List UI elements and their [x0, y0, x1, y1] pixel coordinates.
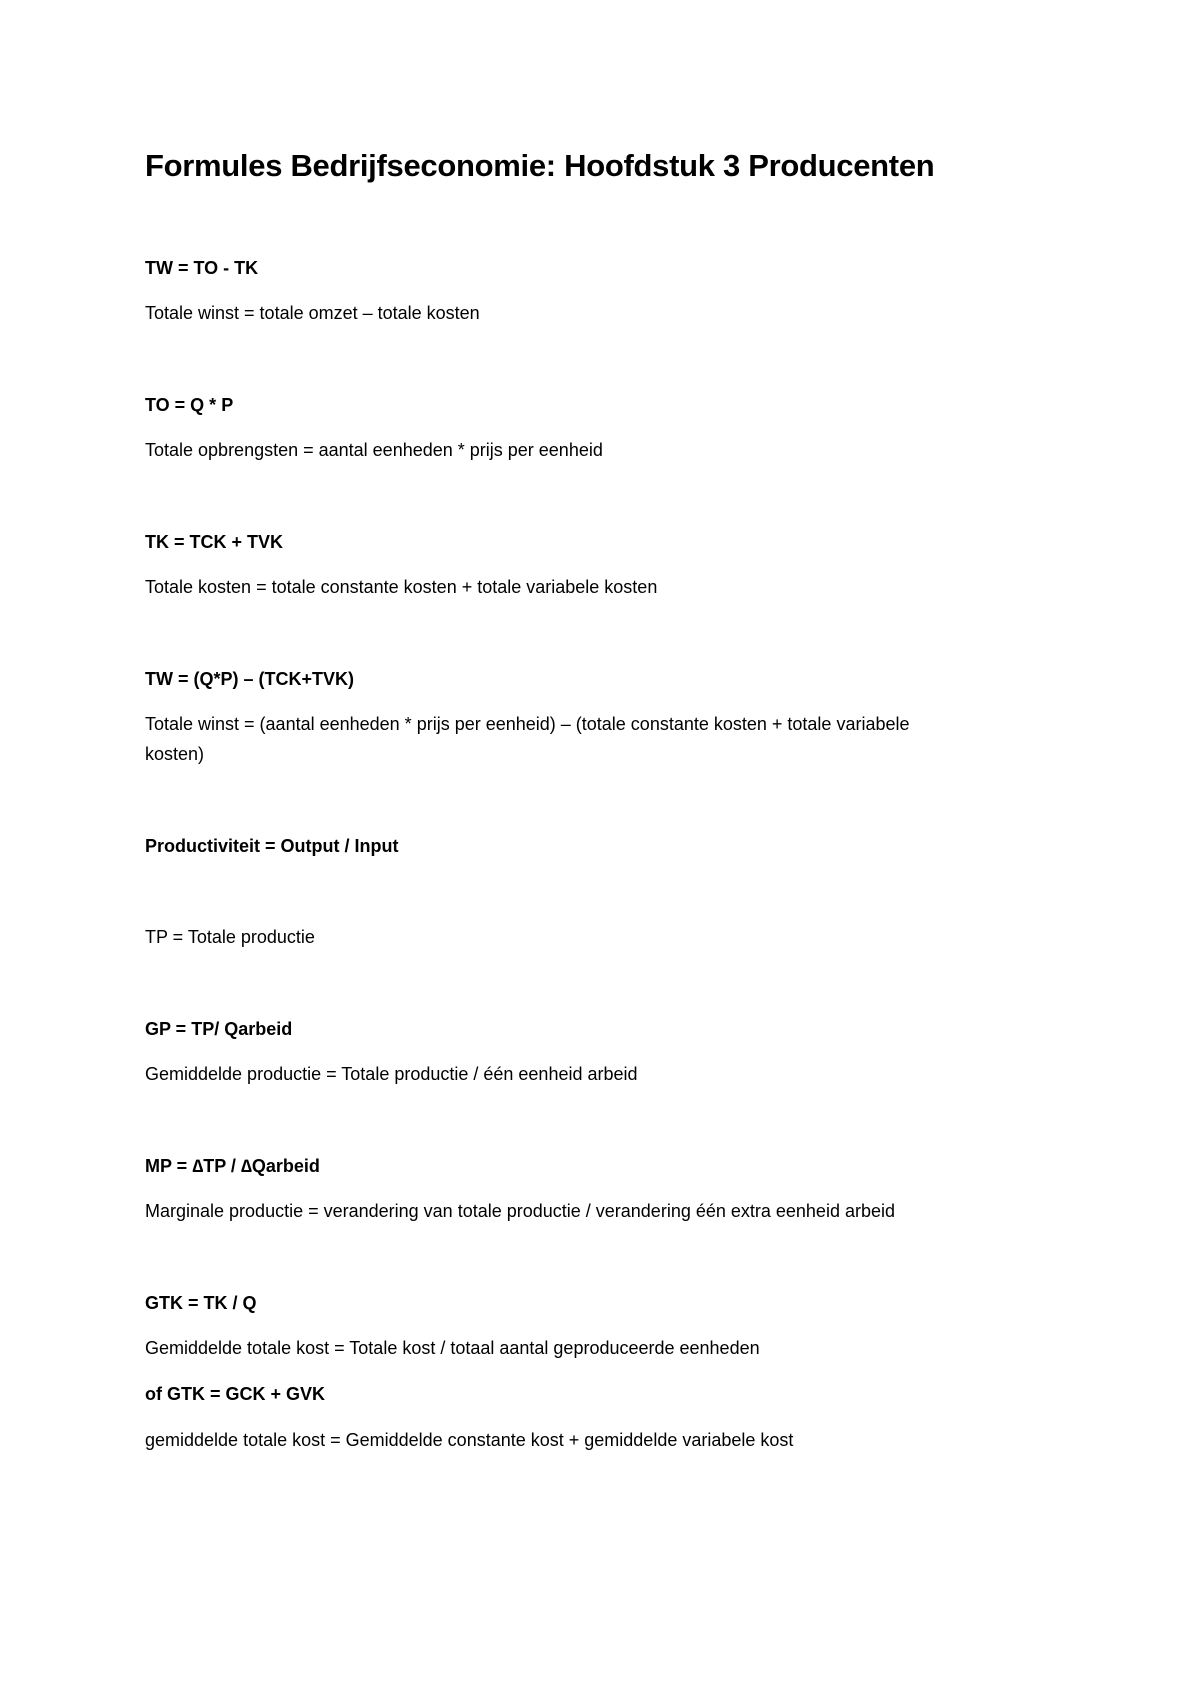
- formula-mp: MP = ∆TP / ∆Qarbeid: [145, 1156, 320, 1176]
- description-mp: Marginale productie = verandering van totale productie / verandering één extra eenheid arbeid: [145, 1201, 895, 1221]
- formula-to: TO = Q * P: [145, 395, 234, 415]
- description-gp: Gemiddelde productie = Totale productie / één eenheid arbeid: [145, 1064, 638, 1084]
- description-gtk-alt: gemiddelde totale kost = Gemiddelde constante kost + gemiddelde variabele kost: [145, 1430, 794, 1450]
- page-title: Formules Bedrijfseconomie: Hoofdstuk 3 Producenten: [145, 148, 935, 183]
- description-to: Totale opbrengsten = aantal eenheden * prijs per eenheid: [145, 440, 603, 460]
- formula-tw: TW = TO - TK: [145, 258, 259, 278]
- description-tw: Totale winst = totale omzet – totale kosten: [145, 303, 480, 323]
- description-tw-expanded-line2: kosten): [145, 744, 205, 764]
- formula-tw-expanded: TW = (Q*P) – (TCK+TVK): [145, 669, 355, 689]
- formula-gp: GP = TP/ Qarbeid: [145, 1019, 293, 1039]
- formula-tk: TK = TCK + TVK: [145, 532, 284, 552]
- description-tw-expanded-line1: Totale winst = (aantal eenheden * prijs per eenheid) – (totale constante kosten + totale variabele: [145, 714, 910, 734]
- formula-productiviteit: Productiviteit = Output / Input: [145, 836, 399, 856]
- formula-gtk-alt: of GTK = GCK + GVK: [145, 1384, 326, 1404]
- description-tp: TP = Totale productie: [145, 927, 315, 947]
- formula-gtk: GTK = TK / Q: [145, 1293, 257, 1313]
- description-gtk: Gemiddelde totale kost = Totale kost / totaal aantal geproduceerde eenheden: [145, 1338, 760, 1358]
- description-tk: Totale kosten = totale constante kosten + totale variabele kosten: [145, 577, 658, 597]
